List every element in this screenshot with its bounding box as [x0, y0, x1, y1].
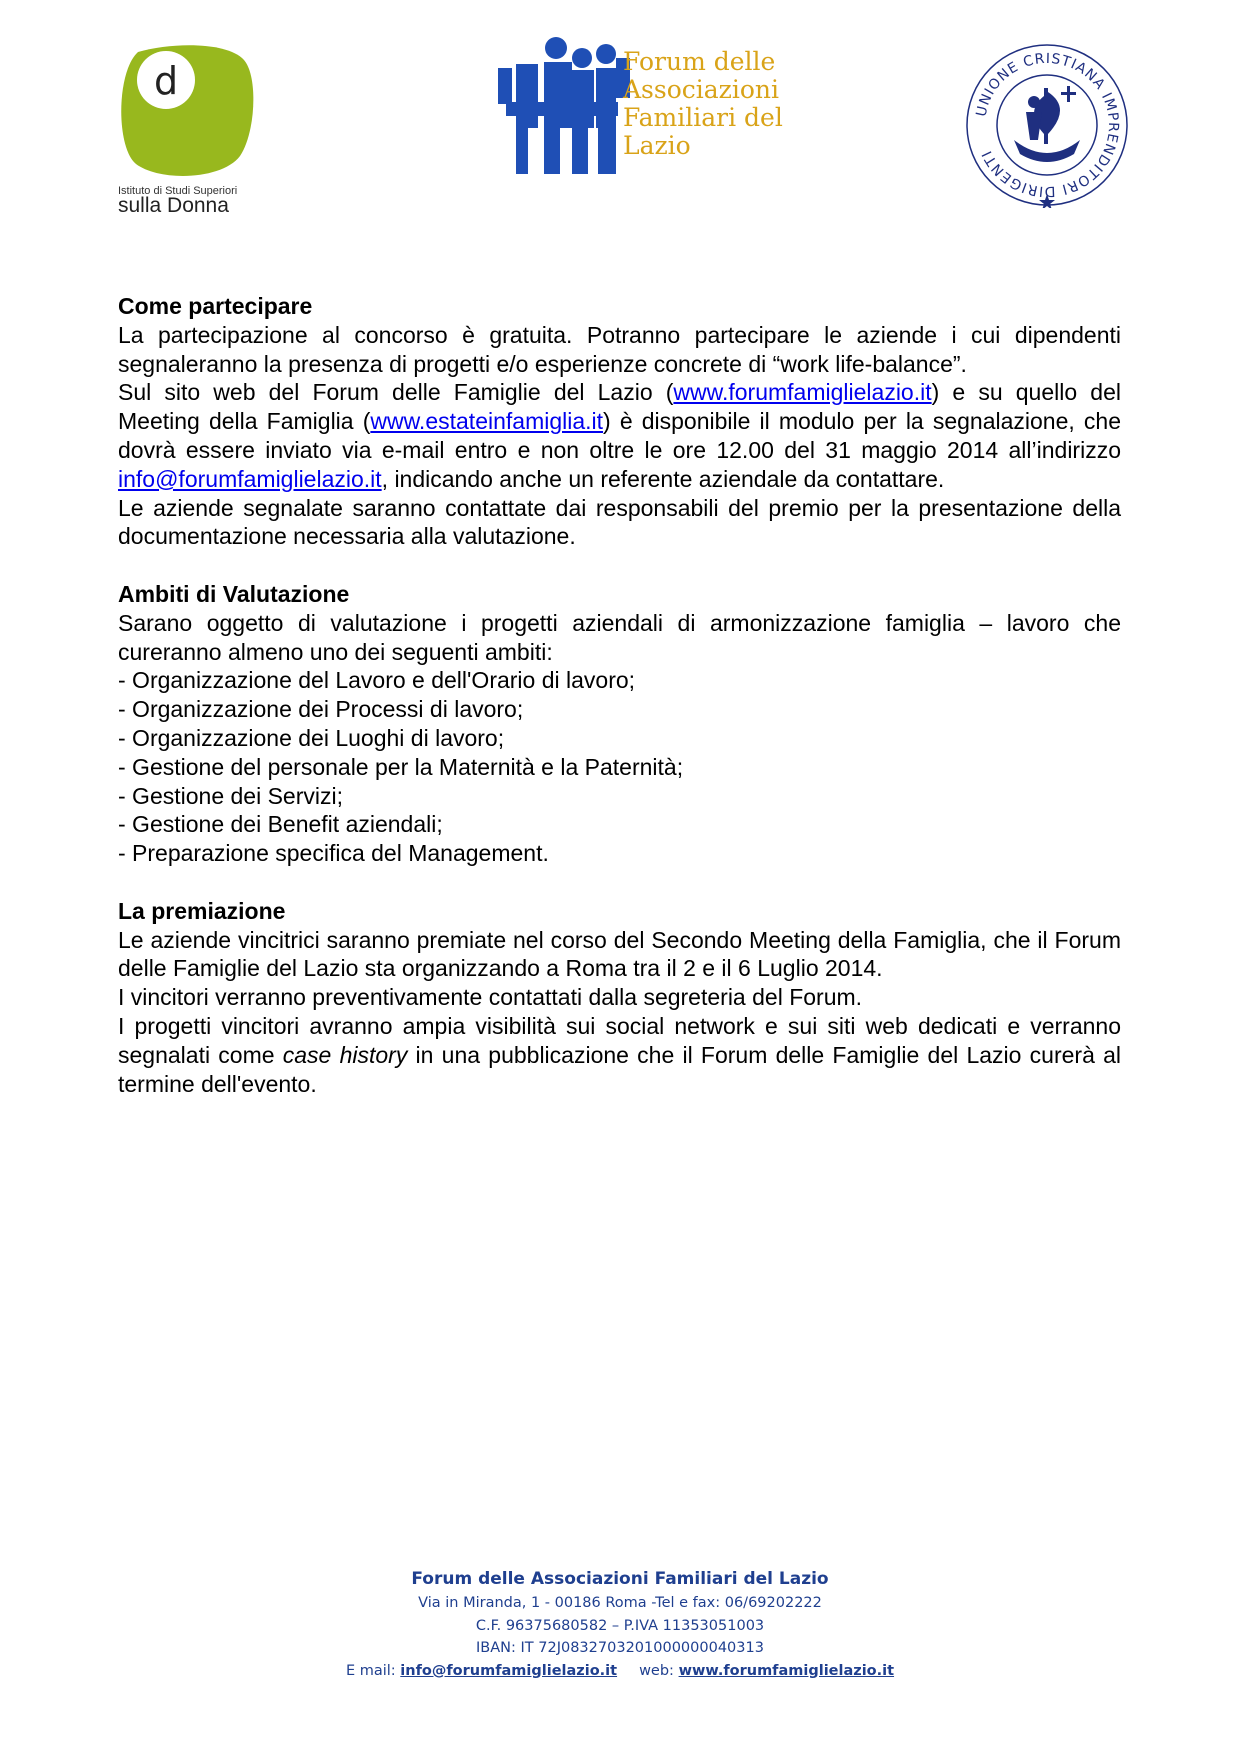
list-item: - Gestione del personale per la Maternità e la Paternità;: [118, 753, 684, 780]
footer-email-label: E mail:: [345, 1662, 401, 1679]
section-title-ambiti: Ambiti di Valutazione: [118, 580, 350, 607]
section-title-premiazione: La premiazione: [118, 897, 286, 924]
premiazione-p3-text-b: in una pubblicazione che il Forum delle Famiglie del Lazio curerà al termine dell'evento.: [118, 1041, 1122, 1097]
list-item: - Preparazione specifica del Management.: [118, 840, 549, 867]
premiazione-paragraph-1: Le aziende vincitrici saranno premiate nel corso del Secondo Meeting della Famiglia, che il Forum delle Famiglie del Lazio sta organizzando a Roma tra il 2 e il 6 Luglio 2014.: [118, 926, 1121, 982]
isd-letter: d: [153, 59, 179, 103]
footer-contacts: [0, 1660, 1240, 1683]
partecipare-p2-text-b: ) e su quello del Meeting della Famiglia (: [118, 379, 1121, 435]
footer-address: Via in Miranda, 1 - 00186 Roma -Tel e fax: 06/69202222: [418, 1595, 822, 1611]
list-item: - Organizzazione del Lavoro e dell'Orario di lavoro;: [118, 667, 636, 694]
page-footer: [0, 1566, 1240, 1682]
ambiti-intro: Sarano oggetto di valutazione i progetti aziendali di armonizzazione famiglia – lavoro che cureranno almeno uno dei seguenti ambiti:: [118, 609, 1121, 665]
partecipare-p2-text-a: Sul sito web del Forum delle Famiglie del Lazio (: [118, 379, 674, 406]
footer-web-label: web:: [639, 1662, 679, 1679]
forum-logo: [498, 36, 783, 176]
list-item: - Gestione dei Servizi;: [118, 782, 343, 809]
meeting-website-link[interactable]: www.estateinfamiglia.it: [370, 408, 604, 435]
premiazione-paragraph-2: I vincitori verranno preventivamente contattati dalla segreteria del Forum.: [118, 984, 863, 1011]
section-title-partecipare: Come partecipare: [118, 293, 313, 319]
isd-logo: [118, 44, 258, 217]
ucid-ring-text: UNIONE CRISTIANA IMPRENDITORI DIRIGENTI: [973, 50, 1122, 200]
case-history-emphasis: case history: [282, 1041, 408, 1068]
forum-logo-line3: Familiari del: [623, 103, 783, 132]
premiazione-p3-text-a: I progetti vincitori avranno ampia visibilità sui social network e sui siti web dedicati e verranno segnalati come: [118, 1012, 1121, 1068]
footer-org-name: Forum delle Associazioni Familiari del Lazio: [411, 1569, 829, 1589]
footer-email-link[interactable]: info@forumfamiglielazio.it: [400, 1662, 618, 1679]
partecipare-paragraph-1: La partecipazione al concorso è gratuita. Potranno partecipare le aziende i cui dipendenti segnaleranno la presenza di progetti e/o esperienze concrete di “work life-balance”.: [118, 321, 1121, 377]
main-content: [118, 292, 1121, 1098]
isd-line1: Istituto di Studi Superiori: [118, 185, 238, 197]
premiazione-paragraph-3: [118, 1012, 1121, 1098]
partecipare-p2-text-d: , indicando anche un referente aziendale da contattare.: [381, 465, 945, 492]
footer-web-link[interactable]: www.forumfamiglielazio.it: [678, 1662, 895, 1679]
ucid-seal-logo: [964, 42, 1130, 208]
forum-logo-line4: Lazio: [623, 131, 691, 160]
list-item: - Organizzazione dei Processi di lavoro;: [118, 696, 524, 723]
footer-fiscal: C.F. 96375680582 – P.IVA 11353051003: [475, 1617, 765, 1634]
forum-logo-line2: Associazioni: [623, 75, 779, 104]
forum-email-link[interactable]: info@forumfamiglielazio.it: [118, 465, 382, 492]
footer-iban: IBAN: IT 72J0832703201000000040313: [476, 1640, 764, 1656]
list-item: - Organizzazione dei Luoghi di lavoro;: [118, 724, 505, 751]
ambiti-list: [118, 666, 1121, 868]
partecipare-p2-text-c: ) è disponibile il modulo per la segnalazione, che dovrà essere inviato via e-mail entro e non oltre le ore 12.00 del 31 maggio 2014 all’indirizzo: [118, 408, 1121, 463]
isd-line2: sulla Donna: [118, 194, 229, 217]
forum-logo-line1: Forum delle: [623, 47, 776, 76]
partecipare-paragraph-3: Le aziende segnalate saranno contattate dai responsabili del premio per la presentazione della documentazione necessaria alla valutazione.: [118, 494, 1121, 550]
forum-website-link[interactable]: www.forumfamiglielazio.it: [673, 379, 932, 406]
partecipare-paragraph-2: [118, 378, 1121, 493]
list-item: - Gestione dei Benefit aziendali;: [118, 811, 443, 838]
